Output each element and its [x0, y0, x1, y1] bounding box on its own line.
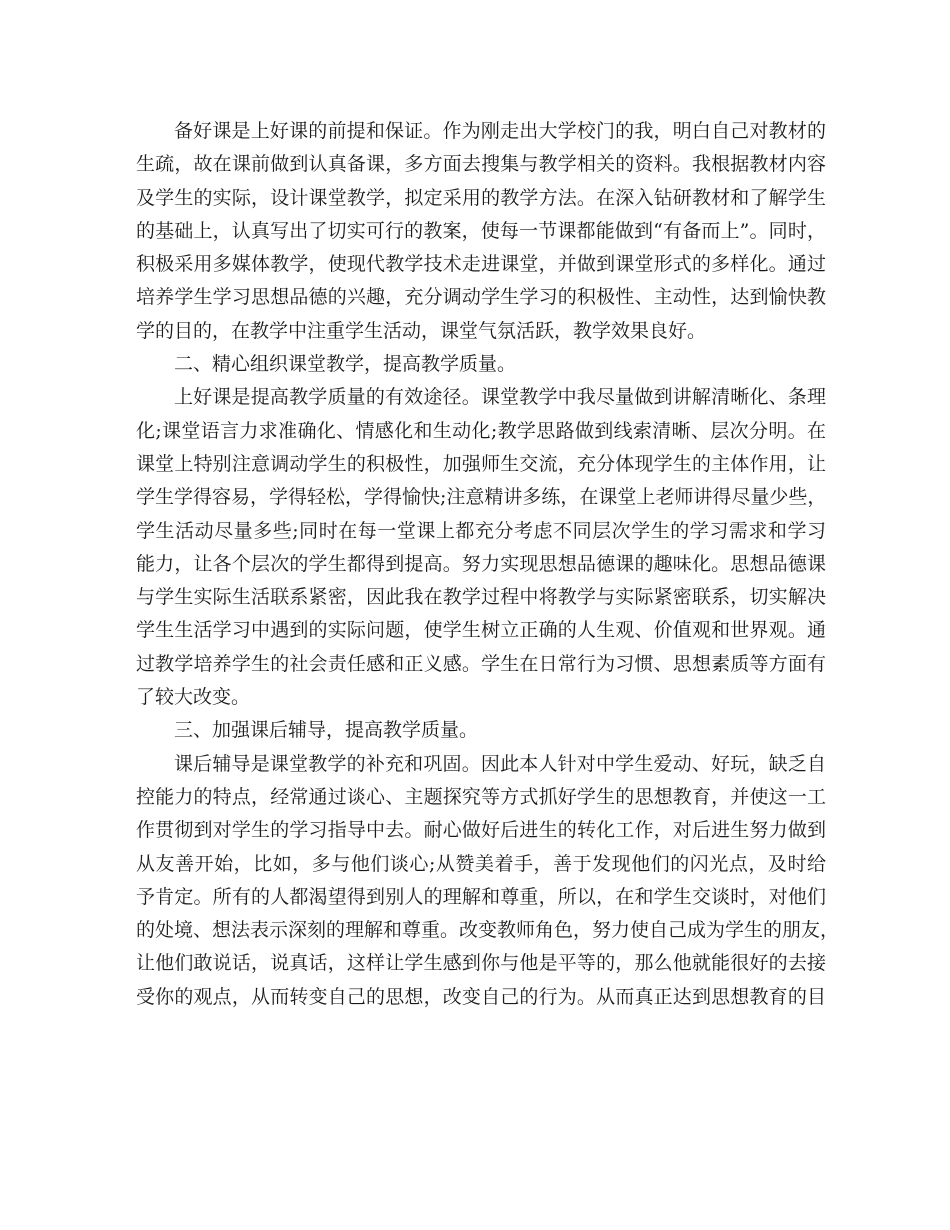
text-line: 化;课堂语言力求准确化、情感化和生动化;教学思路做到线索清晰、层次分明。在: [136, 419, 826, 442]
text-line: 培养学生学习思想品德的兴趣，充分调动学生学习的积极性、主动性，达到愉快教: [136, 286, 826, 309]
document-body: [136, 115, 840, 1014]
text-line: 学的目的，在教学中注重学生活动，课堂气氛活跃，教学效果良好。: [136, 319, 707, 342]
text-line: 二、精心组织课堂教学，提高教学质量。: [174, 353, 517, 376]
text-line: 三、加强课后辅导，提高教学质量。: [174, 719, 479, 742]
text-line: 学生活动尽量多些;同时在每一堂课上都充分考虑不同层次学生的学习需求和学习: [136, 519, 826, 542]
text-line: 能力，让各个层次的学生都得到提高。努力实现思想品德课的趣味化。思想品德课: [136, 552, 826, 575]
body-paragraph: [136, 115, 826, 348]
text-line: 积极采用多媒体教学，使现代教学技术走进课堂，并做到课堂形式的多样化。通过: [136, 253, 826, 276]
text-line: 过教学培养学生的社会责任感和正义感。学生在日常行为习惯、思想素质等方面有: [136, 652, 826, 675]
text-line: 学生生活学习中遇到的实际问题，使学生树立正确的人生观、价值观和世界观。通: [136, 619, 826, 642]
text-line: 从友善开始，比如，多与他们谈心;从赞美着手，善于发现他们的闪光点，及时给: [136, 852, 826, 875]
text-line: 的基础上，认真写出了切实可行的教案，使每一节课都能做到“有备而上”。同时，: [136, 219, 826, 242]
text-line: 作贯彻到对学生的学习指导中去。耐心做好后进生的转化工作，对后进生努力做到: [136, 819, 826, 842]
body-paragraph: [136, 748, 840, 1014]
text-line: 让他们敢说话，说真话，这样让学生感到你与他是平等的，那么他就能很好的去接: [136, 952, 826, 975]
text-line: 上好课是提高教学质量的有效途径。课堂教学中我尽量做到讲解清晰化、条理: [174, 386, 826, 409]
text-line: 受你的观点，从而转变自己的思想，改变自己的行为。从而真正达到思想教育的目: [136, 985, 826, 1008]
text-line: 生疏，故在课前做到认真备课，多方面去搜集与教学相关的资料。我根据教材内容: [136, 153, 826, 176]
text-line: 控能力的特点，经常通过谈心、主题探究等方式抓好学生的思想教育，并使这一工: [136, 785, 826, 808]
text-line: 了较大改变。: [136, 686, 251, 709]
text-line: 备好课是上好课的前提和保证。作为刚走出大学校门的我，明白自己对教材的: [174, 120, 826, 142]
section-heading: [136, 714, 826, 747]
text-line: 学生学得容易，学得轻松，学得愉快;注意精讲多练，在课堂上老师讲得尽量少些，: [136, 486, 827, 509]
text-line: 课堂上特别注意调动学生的积极性，加强师生交流，充分体现学生的主体作用，让: [136, 452, 826, 475]
section-heading: [136, 348, 826, 381]
text-line: 的处境、想法表示深刻的理解和尊重。改变教师角色，努力使自己成为学生的朋友，: [136, 919, 840, 942]
text-line: 及学生的实际，设计课堂教学，拟定采用的教学方法。在深入钻研教材和了解学生: [136, 186, 826, 209]
text-line: 予肯定。所有的人都渴望得到别人的理解和尊重，所以，在和学生交谈时，对他们: [136, 885, 826, 908]
text-line: 课后辅导是课堂教学的补充和巩固。因此本人针对中学生爱动、好玩，缺乏自: [174, 752, 826, 775]
body-paragraph: [136, 381, 826, 714]
text-line: 与学生实际生活联系紧密，因此我在教学过程中将教学与实际紧密联系，切实解决: [136, 586, 826, 609]
